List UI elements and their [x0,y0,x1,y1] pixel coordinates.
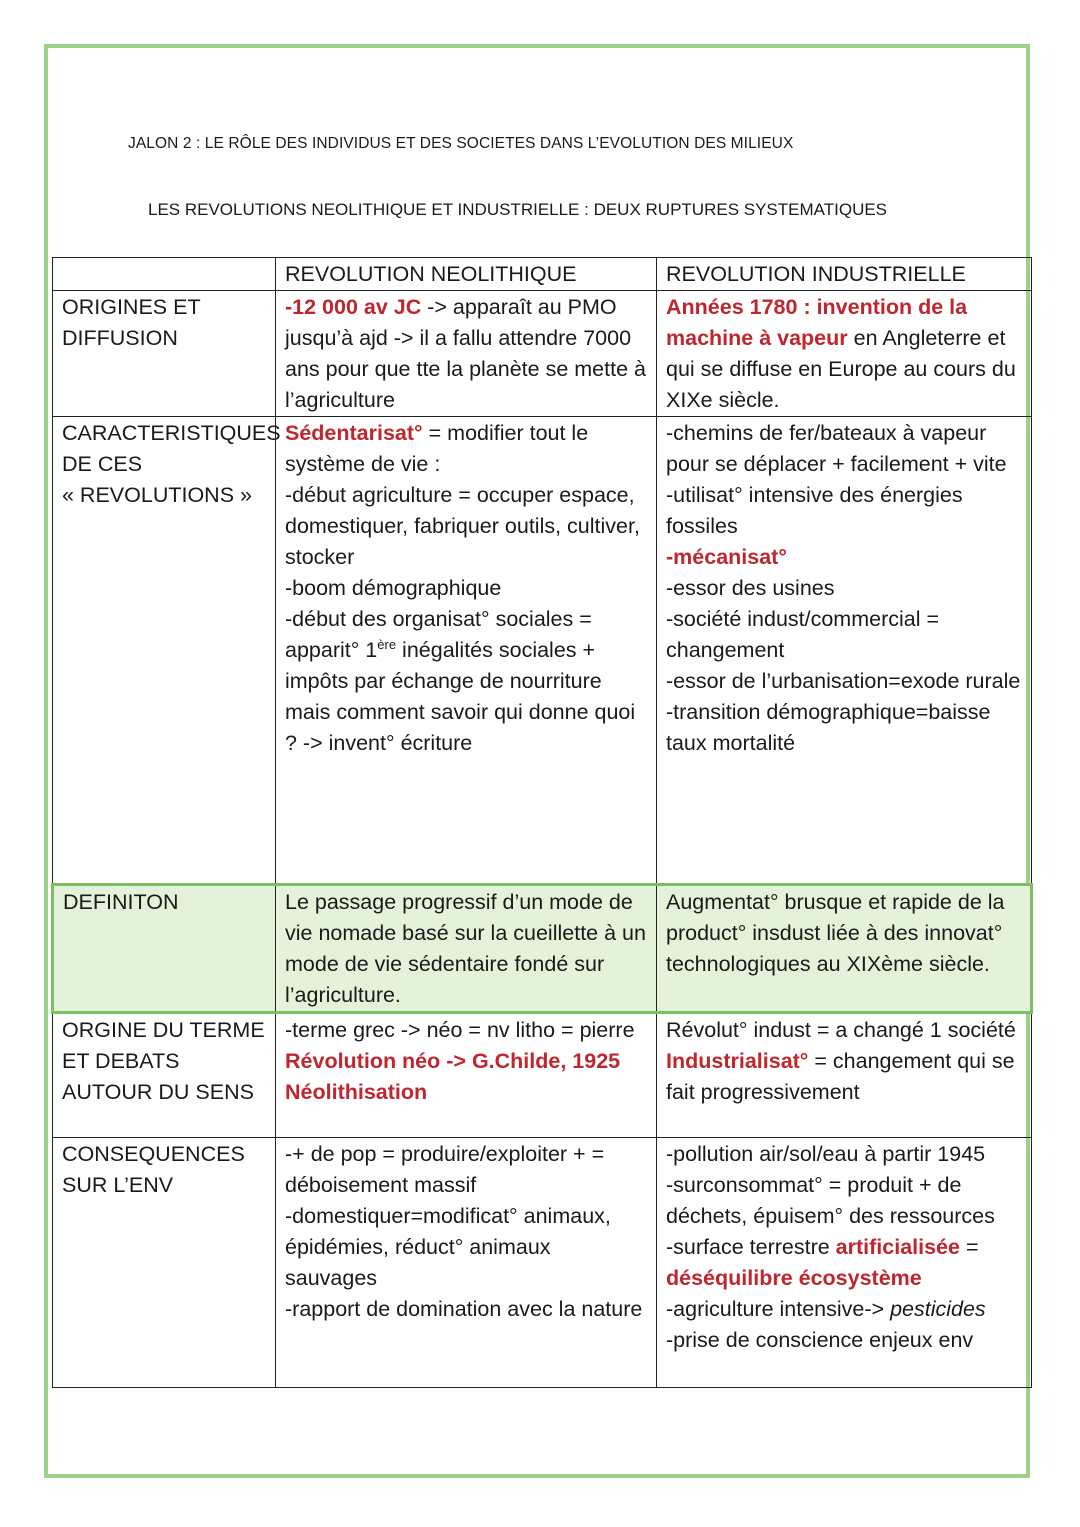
cell-caracteristiques-neo [276,417,657,885]
cell-line: -prise de conscience enjeux env [666,1328,974,1352]
label-line: CARACTERISTIQUES DE CES [62,421,281,476]
cell-text: -surface terrestre [666,1235,836,1259]
cell-line [666,1294,1022,1325]
jalon-title: JALON 2 : LE RÔLE DES INDIVIDUS ET DES SOCIETES DANS L’EVOLUTION DES MILIEUX [128,135,794,152]
highlight-text: déséquilibre écosystème [666,1266,922,1290]
cell-text: = modifier tout le système de vie : [285,421,589,476]
cell-line: -boom démographique [285,576,502,600]
table-header-row [53,258,1032,291]
italic-text: pesticides [890,1297,986,1321]
table-row-consequences [53,1138,1032,1388]
cell-text: inégalités sociales + impôts par échange de nourriture mais comment savoir qui donne quoi ? -> invent° écriture [285,638,636,755]
cell-line: -terme grec -> néo = nv litho = pierre [285,1018,635,1042]
cell-text: -> apparaît au PMO jusqu’à ajd -> il a fallu attendre 7000 ans pour que tte la planète se mette à l’agriculture [285,295,646,412]
highlight-text: Néolithisation [285,1080,428,1104]
cell-line: -+ de pop = produire/exploiter + = déboisement massif [285,1142,605,1197]
cell-line: -transition démographique=baisse taux mortalité [666,700,991,755]
cell-line [666,1232,1022,1263]
header-neolithique: REVOLUTION NEOLITHIQUE [276,258,657,291]
row-label-caracteristiques [53,417,281,885]
cell-text: = [959,1235,979,1259]
empty-header-cell [53,258,276,291]
row-label-terme: ORGINE DU TERME ET DEBATS AUTOUR DU SENS [53,1013,276,1138]
header-industrielle: REVOLUTION INDUSTRIELLE [657,258,1032,291]
row-label-consequences: CONSEQUENCES SUR L’ENV [53,1138,276,1388]
highlight-text: artificialisée [835,1235,960,1259]
cell-text: = changement qui se fait progressivement [666,1049,1015,1104]
superscript: ère [377,636,397,652]
highlight-text: -12 000 av JC [285,295,422,319]
table-row-caracteristiques [53,417,1032,885]
highlight-text: Industrialisat° [666,1049,809,1073]
cell-line: -essor de l’urbanisation=exode rurale [666,669,1021,693]
table-row-definition [53,885,1032,1013]
cell-definition-neo: Le passage progressif d’un mode de vie nomade basé sur la cueillette à un mode de vie sédentaire fondé sur l’agriculture. [276,885,657,1013]
highlight-text: -mécanisat° [666,545,787,569]
cell-line: Révolut° indust = a changé 1 société [666,1018,1016,1042]
document-subtitle: LES REVOLUTIONS NEOLITHIQUE ET INDUSTRIELLE : DEUX RUPTURES SYSTEMATIQUES [148,200,888,219]
table-row-origines [53,291,1032,417]
cell-text: en Angleterre et qui se diffuse en Europe au cours du XIXe siècle. [666,326,1016,412]
cell-terme-ind [657,1013,1032,1138]
table-row-terme [53,1013,1032,1138]
cell-caracteristiques-ind [657,417,1032,885]
cell-line [285,418,647,480]
label-line: « REVOLUTIONS » [62,483,252,507]
cell-line [666,1046,1022,1108]
cell-definition-ind: Augmentat° brusque et rapide de la product° insdust liée à des innovat° technologiques au XIXème siècle. [657,885,1032,1013]
cell-origines-ind [657,291,1032,417]
cell-line: -rapport de domination avec la nature [285,1297,643,1321]
cell-line: -chemins de fer/bateaux à vapeur pour se déplacer + facilement + vite [666,421,1007,476]
cell-line: -domestiquer=modificat° animaux, épidémies, réduct° animaux sauvages [285,1204,611,1290]
cell-terme-neo [276,1013,657,1138]
cell-line: -société indust/commercial = changement [666,607,940,662]
cell-consequences-neo [276,1138,657,1388]
cell-text: -agriculture intensive-> [666,1297,891,1321]
cell-origines-neo [276,291,657,417]
cell-consequences-ind [657,1138,1032,1388]
cell-line: -surconsommat° = produit + de déchets, épuisem° des ressources [666,1173,995,1228]
cell-line: -essor des usines [666,576,835,600]
cell-line: -début agriculture = occuper espace, domestiquer, fabriquer outils, cultiver, stocker [285,483,640,569]
cell-line: -utilisat° intensive des énergies fossiles [666,483,963,538]
cell-line [285,604,647,759]
highlight-text: Sédentarisat° [285,421,423,445]
cell-line: -pollution air/sol/eau à partir 1945 [666,1142,986,1166]
row-label-origines: ORIGINES ET DIFFUSION [53,291,276,417]
highlight-text: Années 1780 : invention de la machine à vapeur [666,295,968,350]
cell-text: -début des organisat° sociales = apparit° 1 [285,607,592,662]
row-label-definition: DEFINITON [53,885,276,1013]
highlight-text: Révolution néo -> G.Childe, 1925 [285,1049,621,1073]
comparison-table [51,257,1033,1388]
